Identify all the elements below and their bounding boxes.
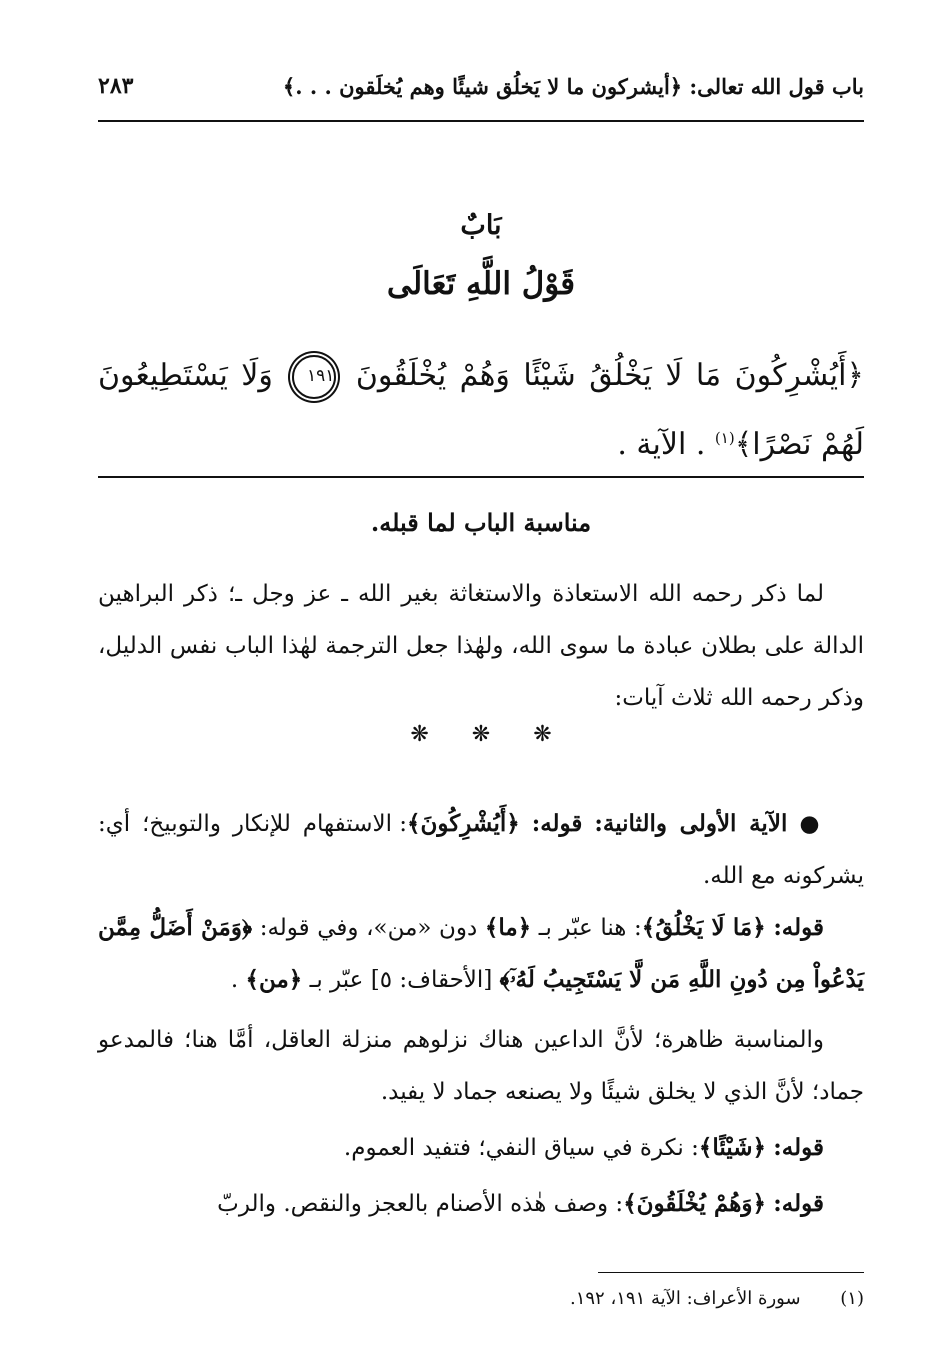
- commentary-text: : وصف هٰذه الأصنام بالعجز والنقص. والربّ: [217, 1191, 624, 1217]
- verse-rule: [98, 476, 864, 478]
- header-rule: [98, 120, 864, 122]
- footnote: [98, 1288, 864, 1309]
- quoted-phrase: ﴿وَهُمْ يُخْلَقُونَ﴾: [623, 1190, 766, 1217]
- commentary-text: : هنا عبّر بـ: [538, 915, 642, 941]
- commentary-block: [98, 798, 864, 1230]
- commentary-text: : الاستفهام للإنكار والتوبيخ؛ أي: يشركونه مع الله.: [98, 811, 864, 889]
- intro-paragraph: [98, 568, 864, 724]
- star-ornament: ❋: [471, 722, 491, 747]
- qawluhu-label: قوله:: [773, 914, 825, 941]
- paragraph-shayan: [98, 1122, 864, 1174]
- book-page: [98, 0, 864, 1360]
- quoted-phrase: ﴿شَيْئًا﴾: [698, 1134, 766, 1161]
- commentary-text: : نكرة في سياق النفي؛ فتفيد العموم.: [343, 1135, 699, 1161]
- ayah-number-marker: ١٩١: [292, 355, 336, 399]
- sentence-end: .: [230, 967, 239, 993]
- paragraph-munasaba: والمناسبة ظاهرة؛ لأنَّ الداعين هناك نزلوهم منزلة العاقل، أمَّا هنا؛ فالمدعو جماد؛ لأنَّ الذي لا يخلق شيئًا ولا يصنعه جماد لا يفيد.: [98, 1027, 864, 1105]
- verse-tail: . الآية .: [617, 427, 706, 462]
- quoted-word: ﴿ما﴾: [484, 914, 532, 941]
- paragraph-first-second-verse: [98, 798, 864, 902]
- qawluhu-label: قوله:: [773, 1134, 824, 1161]
- section-heading: مناسبة الباب لما قبله.: [370, 508, 592, 537]
- separator-stars: [98, 722, 864, 747]
- running-header: [98, 66, 864, 106]
- quoted-phrase: ﴿أَيُشْرِكُونَ﴾: [407, 810, 520, 837]
- footnote-reference: (١): [714, 429, 735, 447]
- intro-text: لما ذكر رحمه الله الاستعاذة والاستغاثة بغير الله ـ عز وجل ـ؛ ذكر البراهين الدالة على بطلان عبادة ما سوى الله، ولهٰذا جعل الترجمة لهٰذا الباب نفس الدليل، وذكر رحمه الله ثلاث آيات:: [98, 581, 864, 711]
- qawluhu-label: قوله:: [773, 1190, 824, 1217]
- running-title: باب قول الله تعالى: ﴿أيشركون ما لا يَخلُق شيئًا وهم يُخلَقون . . .﴾: [282, 73, 864, 99]
- page-number: ٢٨٣: [98, 73, 134, 99]
- quoted-word: ﴿من﴾: [245, 966, 303, 993]
- verse-block: [98, 345, 864, 476]
- footnote-rule: [598, 1272, 864, 1273]
- footnote-number: (١): [840, 1288, 864, 1309]
- paragraph-wa-hum-yukhlaqun: [98, 1178, 864, 1230]
- star-ornament: ❋: [410, 722, 429, 747]
- qawluhu-label: قوله:: [531, 810, 583, 837]
- chapter-title: قَوْلُ اللَّهِ تَعَالَى: [386, 266, 576, 302]
- footnote-text: سورة الأعراف: الآية ١٩١، ١٩٢.: [569, 1288, 801, 1309]
- verse-label: الآية الأولى والثانية:: [594, 810, 788, 837]
- verse-text-a: ﴿أَيُشْرِكُونَ مَا لَا يَخْلُقُ شَيْئًا وَهُمْ يُخْلَقُونَ: [355, 358, 864, 393]
- paragraph-ma-la-yakhluq: [98, 902, 864, 1006]
- star-ornament: ❋: [533, 722, 552, 747]
- quoted-phrase: ﴿مَا لَا يَخْلُقُ﴾: [641, 914, 766, 941]
- verse-text-b: وَلَا يَسْتَطِيعُونَ لَهُمْ نَصْرًا﴾: [98, 358, 864, 462]
- surah-reference: [الأحقاف: ٥]: [370, 967, 493, 993]
- commentary-text: عبّر بـ: [309, 967, 364, 993]
- bullet-icon: ●: [799, 811, 825, 837]
- commentary-text: دون «من»، وفي قوله:: [259, 915, 478, 941]
- quoted-verse: ﴿وَمَنْ أَضَلُّ مِمَّن يَدْعُواْ مِن دُونِ اللَّهِ مَن لَّا يَسْتَجِيبُ لَهُۥٓ﴾: [98, 914, 864, 993]
- chapter-label: بَابٌ: [460, 210, 502, 241]
